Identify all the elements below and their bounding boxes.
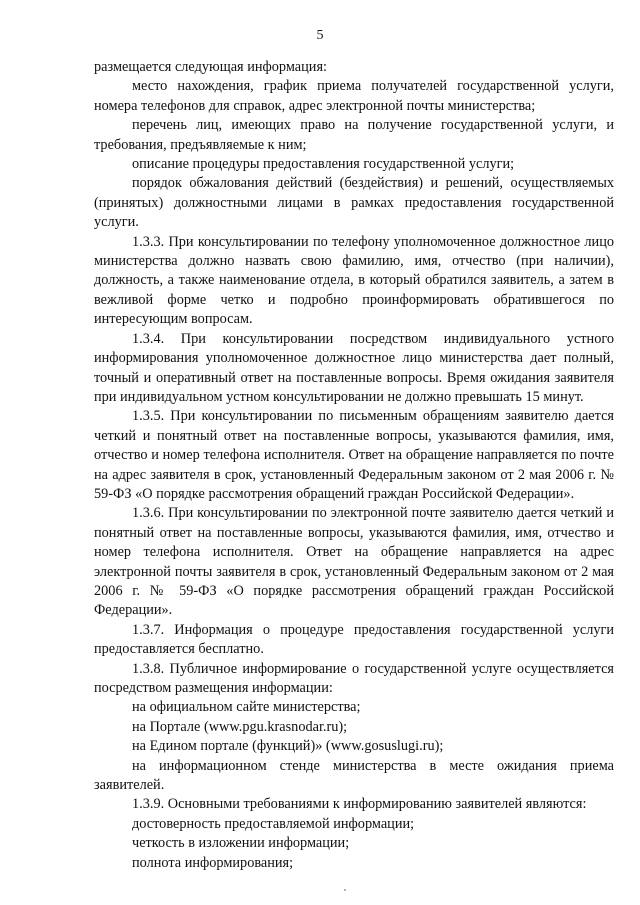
paragraph: 1.3.7. Информация о процедуре предоставления государственной услуги предоставляется бесплатно. [94,621,614,658]
paragraph: размещается следующая информация: [94,59,327,75]
document-body [94,58,614,873]
list-item: на Портале (www.pgu.krasnodar.ru); [132,718,348,735]
paragraph: описание процедуры предоставления государственной услуги; [132,156,515,173]
paragraph: 1.3.5. При консультировании по письменным обращениям заявителю дается четкий и понятный ответ на поставленные вопросы, указываются фамилия, имя, отчество и номер телефона исполнителя. Ответ на обращение направляется по почте на адрес заявителя в срок, установленный Федеральным законом от 2 мая 2006 г. № 59-ФЗ «О порядке рассмотрения обращений граждан Российской Федерации». [94,408,614,502]
list-item: на официальном сайте министерства; [132,699,361,716]
paragraph: порядок обжалования действий (бездействия) и решений, осуществляемых (принятых) должностными лицами в рамках предоставления государственной услуги. [94,175,614,231]
page-number: 5 [316,28,324,43]
list-item: полнота информирования; [132,854,294,871]
paragraph: перечень лиц, имеющих право на получение государственной услуги, и требования, предъявляемые к ним; [94,117,614,153]
list-item: достоверность предоставляемой информации; [132,815,415,832]
paragraph: 1.3.8. Публичное информирование о государственной услуге осуществляется посредством размещения информации: [94,660,614,696]
paragraph: место нахождения, график приема получателей государственной услуги, номера телефонов для справок, адрес электронной почты министерства; [94,78,614,114]
paragraph: 1.3.3. При консультировании по телефону уполномоченное должностное лицо министерства должно назвать свою фамилию, имя, отчество (при наличии), должность, а также наименование отдела, в который обратился заявитель, а затем в вежливой форме четко и подробно проинформировать обратившегося по интересующим вопросам. [94,233,614,328]
list-item: четкость в изложении информации; [132,835,350,852]
paragraph: 1.3.6. При консультировании по электронной почте заявителю дается четкий и понятный ответ на поставленные вопросы, указываются фамилия, имя, отчество и номер телефона исполнителя. Ответ на обращение направляется на адрес электронной почты заявителя в срок, установленный Федеральным законом от 2 мая 2006 г. № 59-ФЗ «О порядке рассмотрения обращений граждан Российской Федерации». [94,505,614,619]
scan-dot-mark [344,889,346,891]
list-item: на информационном стенде министерства в месте ожидания приема заявителей. [94,757,614,794]
paragraph: 1.3.9. Основными требованиями к информированию заявителей являются: [132,796,587,813]
paragraph: 1.3.4. При консультировании посредством индивидуального устного информирования уполномоченное должностное лицо министерства дает полный, точный и оперативный ответ на поставленные вопросы. Время ожидания заявителя при индивидуальном устном консультировании не должно превышать 15 минут. [94,330,614,405]
list-item: на Едином портале (функций)» (www.gosuslugi.ru); [132,738,444,755]
